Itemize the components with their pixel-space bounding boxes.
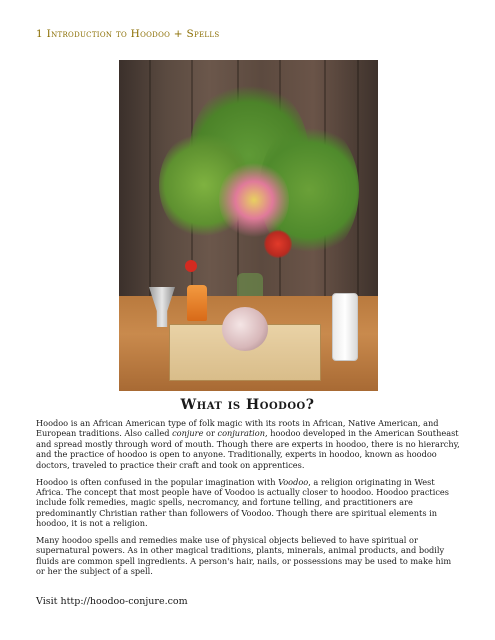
page-header: 1 Introduction to Hoodoo + Spells bbox=[36, 28, 220, 40]
altar-photo bbox=[119, 60, 378, 391]
body-text bbox=[36, 418, 460, 583]
paragraph: Many hoodoo spells and remedies make use of physical objects believed to have spiritual or supernatural powers. As in other magical traditions, plants, minerals, animal products, and bodily fluids are common spell ingredients. A person's hair, nails, or possessions may be used to make him or her the subject of a spell. bbox=[36, 535, 452, 577]
paragraph: Hoodoo is an African American type of folk magic with its roots in African, Native American, and European traditions. Also called conjure or conjuration, hoodoo developed in the American Southeast and spread mostly through word of mouth. Though there are experts in hoodoo, there is no hierarchy, and the practice of hoodoo is open to anyone. Traditionally, experts in hoodoo, known as hoodoo doctors, traveled to practice their craft and took on apprentices. bbox=[36, 418, 460, 470]
section-heading: What is Hoodoo? bbox=[180, 397, 315, 413]
footer-link[interactable]: Visit http://hoodoo-conjure.com bbox=[36, 596, 188, 607]
paragraph: Hoodoo is often confused in the popular imagination with Voodoo, a religion originating in West Africa. The concept that most people have of Voodoo is actually closer to hoodoo. Hoodoo practices include folk remedies, magic spells, necromancy, and fortune telling, and practitioners are predominantly Christian rather than followers of Voodoo. Though there are spiritual elements in hoodoo, it is not a religion. bbox=[36, 476, 449, 529]
